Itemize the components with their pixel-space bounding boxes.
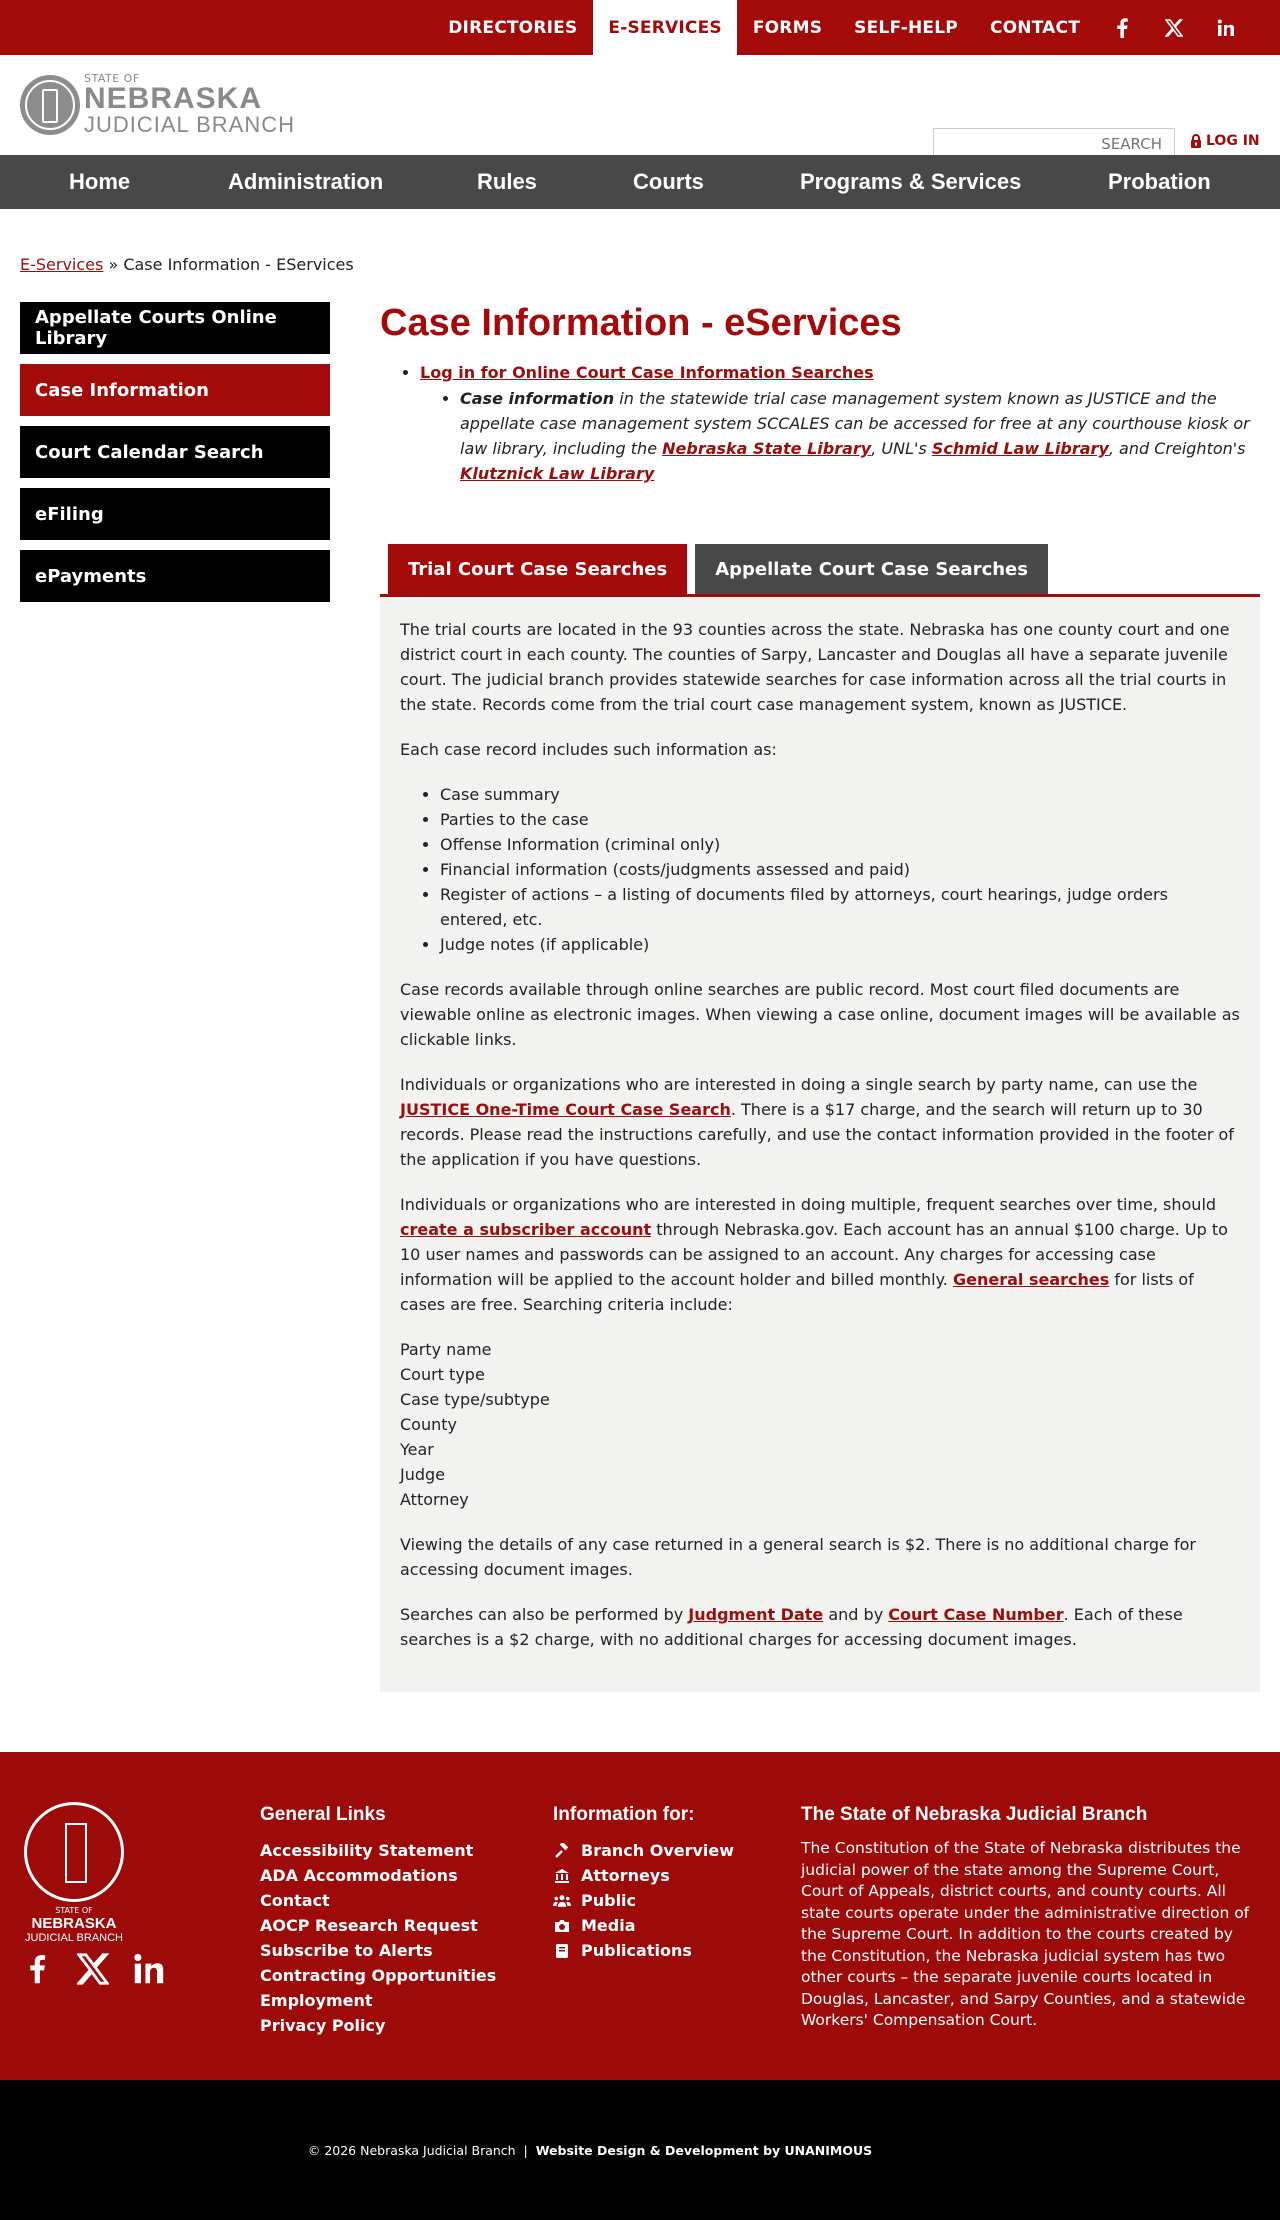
main-nav <box>0 155 1280 209</box>
nebraska-state-library-link[interactable]: Nebraska State Library <box>662 439 872 458</box>
footer-information-for <box>553 1804 734 1963</box>
schmid-law-library-link[interactable]: Schmid Law Library <box>931 439 1109 458</box>
login-case-search-link[interactable]: Log in for Online Court Case Information Searches <box>420 363 874 382</box>
list-item: • Financial information (costs/judgments assessed and paid) <box>440 857 1240 882</box>
utility-nav-contact[interactable]: CONTACT <box>989 17 1080 38</box>
intro-list-item <box>420 363 1260 486</box>
footer-about <box>801 1804 1261 2032</box>
logo-nebraska: NEBRASKA <box>84 82 263 115</box>
intro-sub-list <box>460 386 1260 486</box>
general-searches-link[interactable]: General searches <box>952 1270 1110 1289</box>
criteria-item: Judge <box>400 1465 446 1484</box>
main-nav-administration[interactable]: Administration <box>228 169 384 194</box>
text-span: for lists of cases are free. Searching criteria include: <box>400 1270 1194 1314</box>
footer-link-label: Publications <box>581 1941 692 1960</box>
x-icon[interactable] <box>76 1952 110 1986</box>
text-span: Individuals or organizations who are interested in doing a single search by party name, can use the <box>400 1075 1198 1094</box>
sidebar-item-case-information[interactable]: Case Information <box>20 364 330 416</box>
sidebar-item-court-calendar[interactable]: Court Calendar Search <box>20 426 330 478</box>
state-seal-icon <box>20 75 80 135</box>
courthouse-icon <box>553 1868 571 1884</box>
record-info-list <box>440 782 1240 957</box>
criteria-item: Case type/subtype <box>400 1390 550 1409</box>
copyright-bar <box>0 2080 1280 2220</box>
court-case-number-link[interactable]: Court Case Number <box>888 1605 1064 1624</box>
breadcrumb-current: Case Information - EServices <box>123 255 354 274</box>
footer-link-employment[interactable]: Employment <box>260 1991 373 2010</box>
gavel-icon <box>553 1843 571 1859</box>
paragraph: The trial courts are located in the 93 counties across the state. Nebraska has one county court and one district court in each county. The counties of Sarpy, Lancaster and Douglas all have a separate juvenile court. The judicial branch provides statewide searches for case information across all the trial courts in the state. Records come from the trial court case management system, known as JUSTICE. <box>400 620 1230 714</box>
main-nav-programs-services[interactable]: Programs & Services <box>800 169 1022 194</box>
klutznick-law-library-link[interactable]: Klutznick Law Library <box>460 464 655 483</box>
create-subscriber-account-link[interactable]: create a subscriber account <box>400 1220 652 1239</box>
justice-one-time-search-link[interactable]: JUSTICE One-Time Court Case Search <box>400 1100 731 1119</box>
footer-link-branch-overview[interactable] <box>553 1838 734 1863</box>
facebook-icon[interactable] <box>1096 0 1148 55</box>
text-span: and by <box>823 1605 889 1624</box>
text-span: through Nebraska.gov. Each account has an annual $100 charge. Up to 10 user names and passwords can be assigned to an account. Any charges for accessing case information will be applied to the account holder and billed monthly. <box>400 1220 1228 1289</box>
footer-link-contracting[interactable]: Contracting Opportunities <box>260 1966 497 1985</box>
list-item: • Register of actions – a listing of documents filed by attorneys, court hearings, judge orders entered, etc. <box>440 882 1240 932</box>
criteria-item: Attorney <box>400 1490 469 1509</box>
tab-panel-trial-court <box>380 597 1260 1692</box>
book-icon <box>553 1943 571 1959</box>
linkedin-icon[interactable] <box>132 1952 166 1986</box>
footer-link-privacy[interactable]: Privacy Policy <box>260 2016 386 2035</box>
footer-general-title: General Links <box>260 1804 386 1825</box>
footer-link-aocp[interactable]: AOCP Research Request <box>260 1916 478 1935</box>
footer-link-label: Attorneys <box>581 1866 670 1885</box>
footer-general-links <box>260 1804 496 2038</box>
search-input[interactable] <box>934 135 1162 153</box>
list-item: • Judge notes (if applicable) <box>440 932 1240 957</box>
top-utility-bar <box>0 0 1280 55</box>
footer-link-ada[interactable]: ADA Accommodations <box>260 1866 458 1885</box>
footer-info-title: Information for: <box>553 1804 695 1825</box>
footer-link-label: Public <box>581 1891 637 1910</box>
footer-about-text: The Constitution of the State of Nebraska distributes the judicial power of the state among the Supreme Court, Court of Appeals, district courts, and county courts. All state courts operate under the administrative direction of the Supreme Court. In addition to the courts created by the Constitution, the Nebraska judicial system has two other courts – the separate juvenile courts located in Douglas, Lancaster, and Sarpy Counties, and a statewide Workers' Compensation Court. <box>801 1839 1250 2029</box>
footer-seal-judicial-branch: JUDICIAL BRANCH <box>25 1932 123 1944</box>
list-item: • Parties to the case <box>440 807 1240 832</box>
footer-seal-icon <box>24 1802 124 1902</box>
search-tabs <box>380 544 1260 597</box>
footer-link-accessibility[interactable]: Accessibility Statement <box>260 1841 474 1860</box>
page-layout <box>0 302 1280 1692</box>
footer-about-title: The State of Nebraska Judicial Branch <box>801 1804 1148 1825</box>
footer-link-contact[interactable]: Contact <box>260 1891 330 1910</box>
text-span: . There is a $17 charge, and the search will return up to 30 records. Please read the instructions carefully, and use the contact information provided in the footer of the application if you have questions. <box>400 1100 1234 1169</box>
logo-state-of: STATE OF <box>84 72 140 85</box>
footer-seal-nebraska: NEBRASKA <box>31 1915 117 1932</box>
intro-text: , UNL's <box>871 439 932 458</box>
logo-judicial-branch: JUDICIAL BRANCH <box>84 112 295 137</box>
paragraph: Viewing the details of any case returned in a general search is $2. There is no additional charge for accessing document images. <box>400 1535 1196 1579</box>
facebook-icon[interactable] <box>20 1952 54 1986</box>
paragraph: Each case record includes such information as: <box>400 740 777 759</box>
intro-text: , and Creighton's <box>1108 439 1246 458</box>
page-title: Case Information - eServices <box>380 302 902 344</box>
criteria-item: Year <box>400 1440 434 1459</box>
utility-nav-e-services[interactable]: E-SERVICES <box>593 0 736 55</box>
text-span: . Each of these searches is a $2 charge, with no additional charges for accessing document images. <box>400 1605 1183 1649</box>
lock-icon <box>1190 134 1202 148</box>
list-item: • Offense Information (criminal only) <box>440 832 1240 857</box>
footer-link-label: Media <box>581 1916 636 1935</box>
social-links <box>1096 0 1252 55</box>
site-footer <box>0 1752 1280 2080</box>
login-label: LOG IN <box>1206 133 1260 149</box>
main-nav-courts[interactable]: Courts <box>633 169 704 194</box>
intro-list <box>420 363 1260 486</box>
design-credit-link[interactable]: Website Design & Development by UNANIMOUS <box>535 2142 873 2158</box>
text-span: Individuals or organizations who are interested in doing multiple, frequent searches over time, should <box>400 1195 1217 1214</box>
sidebar <box>20 302 330 612</box>
footer-link-label: Branch Overview <box>581 1841 735 1860</box>
criteria-item: Party name <box>400 1340 492 1359</box>
footer-link-publications[interactable] <box>553 1938 734 1963</box>
criteria-item: County <box>400 1415 457 1434</box>
paragraph <box>400 1192 1240 1317</box>
main-content <box>380 302 1260 1692</box>
paragraph: Case records available through online searches are public record. Most court filed documents are viewable online as electronic images. When viewing a case online, document images will be available as clickable links. <box>400 980 1240 1049</box>
people-icon <box>553 1893 571 1909</box>
x-icon[interactable] <box>1148 0 1200 55</box>
main-nav-probation[interactable]: Probation <box>1108 169 1211 194</box>
judgment-date-link[interactable]: Judgment Date <box>688 1605 824 1624</box>
sidebar-item-efiling[interactable]: eFiling <box>20 488 330 540</box>
main-nav-rules[interactable]: Rules <box>477 169 537 194</box>
search-criteria-list <box>400 1337 1240 1512</box>
linkedin-icon[interactable] <box>1200 0 1252 55</box>
sidebar-item-appellate-library[interactable]: Appellate Courts Online Library <box>20 302 330 354</box>
footer-social-links <box>20 1952 166 1986</box>
utility-nav-self-help[interactable]: SELF-HELP <box>854 17 958 38</box>
text-span: Searches can also be performed by <box>400 1605 689 1624</box>
intro-text: in the statewide trial case management system known as JUSTICE and the appellate case management system SCCALES can be accessed for free at any courthouse kiosk or law library, including the <box>460 389 1250 458</box>
paragraph <box>400 1602 1240 1652</box>
list-item: • Case summary <box>440 782 1240 807</box>
footer-link-public[interactable] <box>553 1888 734 1913</box>
footer-link-attorneys[interactable] <box>553 1863 734 1888</box>
camera-icon <box>553 1919 571 1933</box>
sidebar-item-epayments[interactable]: ePayments <box>20 550 330 602</box>
utility-nav-directories[interactable]: DIRECTORIES <box>448 17 578 38</box>
tab-trial-court[interactable]: Trial Court Case Searches <box>388 544 687 594</box>
utility-nav <box>432 0 1096 55</box>
login-link[interactable] <box>1190 133 1260 149</box>
intro-bold-text: Case information <box>460 389 615 408</box>
tab-appellate-court[interactable]: Appellate Court Case Searches <box>695 544 1048 594</box>
footer-seal-state-of: STATE OF <box>55 1906 93 1915</box>
criteria-item: Court type <box>400 1365 485 1384</box>
utility-nav-forms[interactable]: FORMS <box>752 17 823 38</box>
footer-link-subscribe[interactable]: Subscribe to Alerts <box>260 1941 433 1960</box>
breadcrumb-separator: » <box>103 255 124 274</box>
intro-sub-item <box>460 386 1260 486</box>
breadcrumb <box>20 255 1280 274</box>
copyright-text: © 2026 Nebraska Judicial Branch | <box>307 2142 536 2158</box>
breadcrumb-link-e-services[interactable]: E-Services <box>20 255 104 274</box>
site-header <box>0 55 1280 155</box>
main-nav-home[interactable]: Home <box>69 169 131 194</box>
footer-logo[interactable] <box>20 1802 128 1944</box>
site-logo[interactable] <box>20 73 295 136</box>
paragraph <box>400 1072 1240 1172</box>
footer-link-media[interactable] <box>553 1913 734 1938</box>
